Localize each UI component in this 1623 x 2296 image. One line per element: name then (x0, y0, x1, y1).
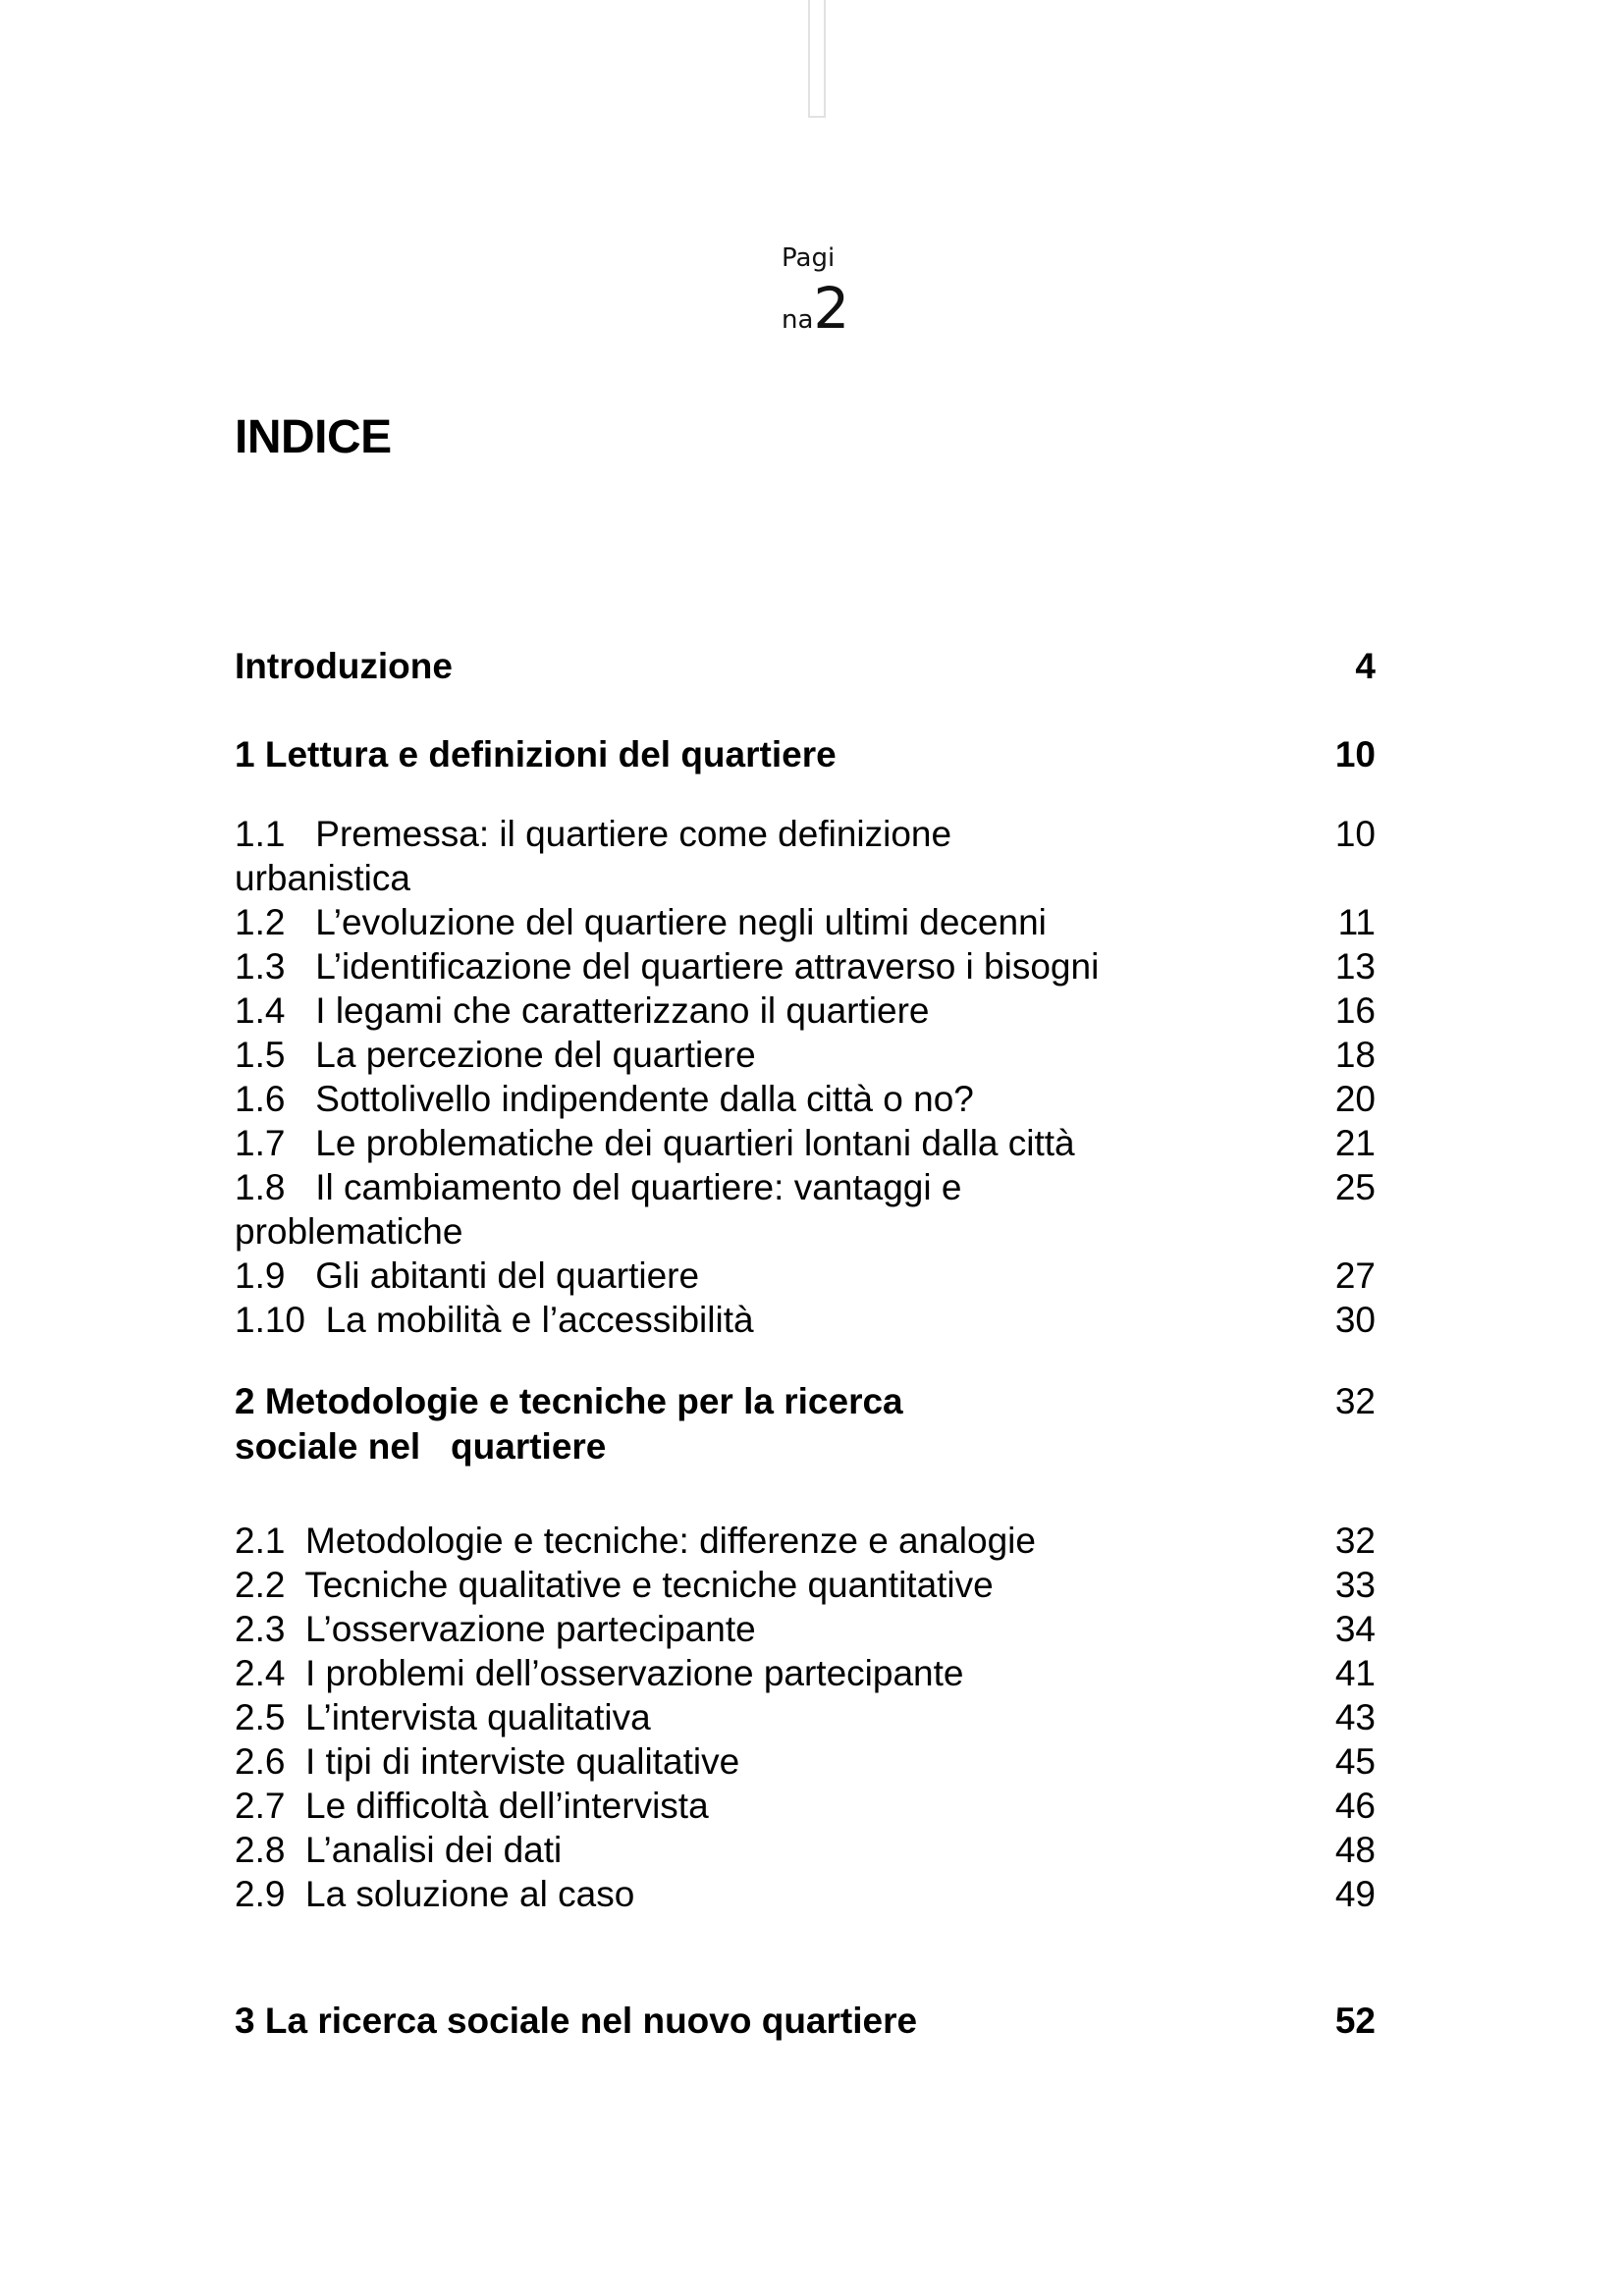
toc-entry-page: 49 (1334, 1874, 1376, 1914)
page-word-bottom: na (782, 305, 814, 335)
toc-entry-label: 1.7 Le problematiche dei quartieri lontani dalla città (235, 1123, 1075, 1163)
toc-entry-page: 25 (1334, 1167, 1376, 1207)
toc-entry-page: 34 (1334, 1609, 1376, 1649)
toc-entry-label: 2.1 Metodologie e tecniche: differenze e analogie (235, 1521, 1036, 1561)
toc-entry-page: 13 (1334, 946, 1376, 987)
toc-entry-label: 1.8 Il cambiamento del quartiere: vantaggi e (235, 1167, 962, 1207)
toc-chapter-label-continued: sociale nel quartiere (235, 1426, 607, 1467)
toc-entry-label: 1.10 La mobilità e l’accessibilità (235, 1300, 754, 1340)
toc-entry-page: 43 (1334, 1697, 1376, 1737)
toc-entry-page: 10 (1334, 814, 1376, 854)
page-label-number (782, 275, 850, 349)
toc-entry-label: 2.7 Le difficoltà dell’intervista (235, 1786, 709, 1826)
toc-entry-label: 1.6 Sottolivello indipendente dalla città o no? (235, 1079, 974, 1119)
toc-entry-label: Introduzione (235, 646, 453, 686)
toc-entry-label: 2.4 I problemi dell’osservazione partecipante (235, 1653, 964, 1693)
toc-entry-page: 41 (1334, 1653, 1376, 1693)
toc-chapter-label: 1 Lettura e definizioni del quartiere (235, 734, 837, 774)
header-tab-marker (808, 0, 826, 118)
toc-entry-label: 1.4 I legami che caratterizzano il quartiere (235, 990, 930, 1031)
page-number: 2 (813, 275, 850, 342)
toc-entry-page: 11 (1337, 902, 1376, 942)
toc-entry-page: 16 (1334, 990, 1376, 1031)
toc-entry-page: 45 (1334, 1741, 1376, 1782)
toc-chapter-label: 2 Metodologie e tecniche per la ricerca (235, 1381, 903, 1421)
toc-entry-label: 1.5 La percezione del quartiere (235, 1035, 756, 1075)
toc-entry-page: 20 (1334, 1079, 1376, 1119)
toc-chapter-label: 3 La ricerca sociale nel nuovo quartiere (235, 2001, 918, 2041)
toc-entry-label: 2.3 L’osservazione partecipante (235, 1609, 756, 1649)
toc-entry-page: 46 (1334, 1786, 1376, 1826)
toc-entry-label: 1.9 Gli abitanti del quartiere (235, 1255, 700, 1296)
page-label-word (782, 243, 835, 273)
toc-entry-label: 2.9 La soluzione al caso (235, 1874, 635, 1914)
toc-entry-page: 33 (1334, 1565, 1376, 1605)
toc-entry-label: 1.2 L’evoluzione del quartiere negli ultimi decenni (235, 902, 1047, 942)
toc-chapter-page: 52 (1334, 2001, 1376, 2041)
page-word-top: Pagi (782, 243, 836, 273)
page-title: INDICE (235, 411, 392, 463)
toc-entry-page: 48 (1334, 1830, 1376, 1870)
toc-entry-page: 4 (1355, 646, 1376, 686)
toc-entry-label: 2.6 I tipi di interviste qualitative (235, 1741, 740, 1782)
toc-chapter-page: 32 (1334, 1381, 1376, 1421)
toc-entry-label-continued: problematiche (235, 1211, 463, 1252)
toc-entry-label: 2.8 L’analisi dei dati (235, 1830, 563, 1870)
toc-chapter-page: 10 (1334, 734, 1376, 774)
toc-entry-page: 27 (1334, 1255, 1376, 1296)
toc-entry-label-continued: urbanistica (235, 858, 410, 898)
toc-entry-label: 1.1 Premessa: il quartiere come definizione (235, 814, 952, 854)
toc-entry-label: 2.2 Tecniche qualitative e tecniche quantitative (235, 1565, 994, 1605)
toc-entry-page: 18 (1334, 1035, 1376, 1075)
toc-entry-label: 2.5 L’intervista qualitativa (235, 1697, 651, 1737)
toc-entry-label: 1.3 L’identificazione del quartiere attraverso i bisogni (235, 946, 1100, 987)
toc-entry-page: 21 (1334, 1123, 1376, 1163)
toc-entry-page: 32 (1334, 1521, 1376, 1561)
toc-entry-page: 30 (1334, 1300, 1376, 1340)
